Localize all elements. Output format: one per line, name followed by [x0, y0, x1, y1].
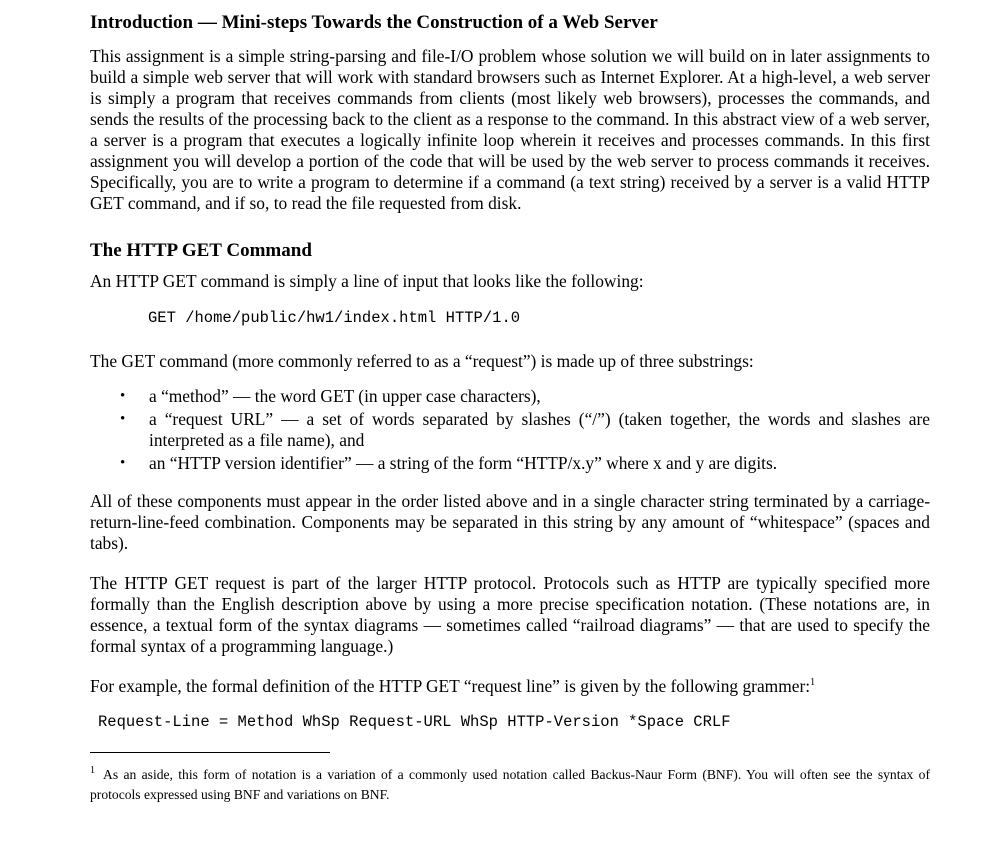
list-item: • a “request URL” — a set of words separated by slashes (“/”) (taken together, the words and slashes are interpreted as a file name), and [149, 409, 930, 451]
order-paragraph: All of these components must appear in the order listed above and in a single character string terminated by a carriage-return-line-feed combination. Components may be separated in this string by any amount of “whitespace” (spaces and tabs). [90, 491, 930, 553]
footnote-text: As an aside, this form of notation is a variation of a commonly used notation called Backus-Naur Form (BNF). You will often see the syntax of protocols expressed using BNF and variations on BNF. [90, 767, 930, 802]
example-paragraph [90, 676, 930, 697]
document-page [90, 8, 930, 805]
request-line-code: Request-Line = Method WhSp Request-URL WhSp HTTP-Version *Space CRLF [98, 713, 731, 731]
intro-paragraph: This assignment is a simple string-parsing and file-I/O problem whose solution we will build on in later assignments to build a simple web server that will work with standard browsers such as Internet Explorer. At a high-level, a web server is simply a program that receives commands from clients (most likely web browsers), processes the commands, and sends the results of the processing back to the client as a response to the command. In this abstract view of a web server, a server is a program that executes a logically infinite loop wherein it receives and processes commands. In this first assignment you will develop a portion of the code that will be used by the web server to process commands it receives. Specifically, you are to write a program to determine if a command (a text string) received by a server is a valid HTTP GET command, and if so, to read the file requested from disk. [90, 46, 930, 213]
footnote [90, 765, 930, 805]
http-get-heading: The HTTP GET Command [90, 240, 312, 261]
substrings-paragraph: The GET command (more commonly referred to as a “request”) is made up of three substrings: [90, 351, 754, 371]
footnote-marker: 1 [90, 765, 95, 777]
list-item: • an “HTTP version identifier” — a string of the form “HTTP/x.y” where x and y are digits. [149, 453, 930, 474]
get-intro-paragraph: An HTTP GET command is simply a line of input that looks like the following: [90, 271, 644, 291]
protocol-paragraph: The HTTP GET request is part of the larger HTTP protocol. Protocols such as HTTP are typically specified more formally than the English description above by using a more precise specification notation. (These notations are, in essence, a textual form of the syntax diagrams — sometimes called “railroad diagrams” — that are used to specify the formal syntax of a programming language.) [90, 573, 930, 656]
example-text: For example, the formal definition of the HTTP GET “request line” is given by the following grammer: [90, 676, 811, 696]
get-example-code: GET /home/public/hw1/index.html HTTP/1.0 [148, 309, 521, 327]
intro-heading: Introduction — Mini-steps Towards the Construction of a Web Server [90, 12, 658, 33]
footnote-divider [90, 752, 330, 753]
list-item: • a “method” — the word GET (in upper case characters), [149, 386, 930, 407]
footnote-reference[interactable]: 1 [810, 677, 816, 689]
substrings-list [90, 386, 930, 474]
